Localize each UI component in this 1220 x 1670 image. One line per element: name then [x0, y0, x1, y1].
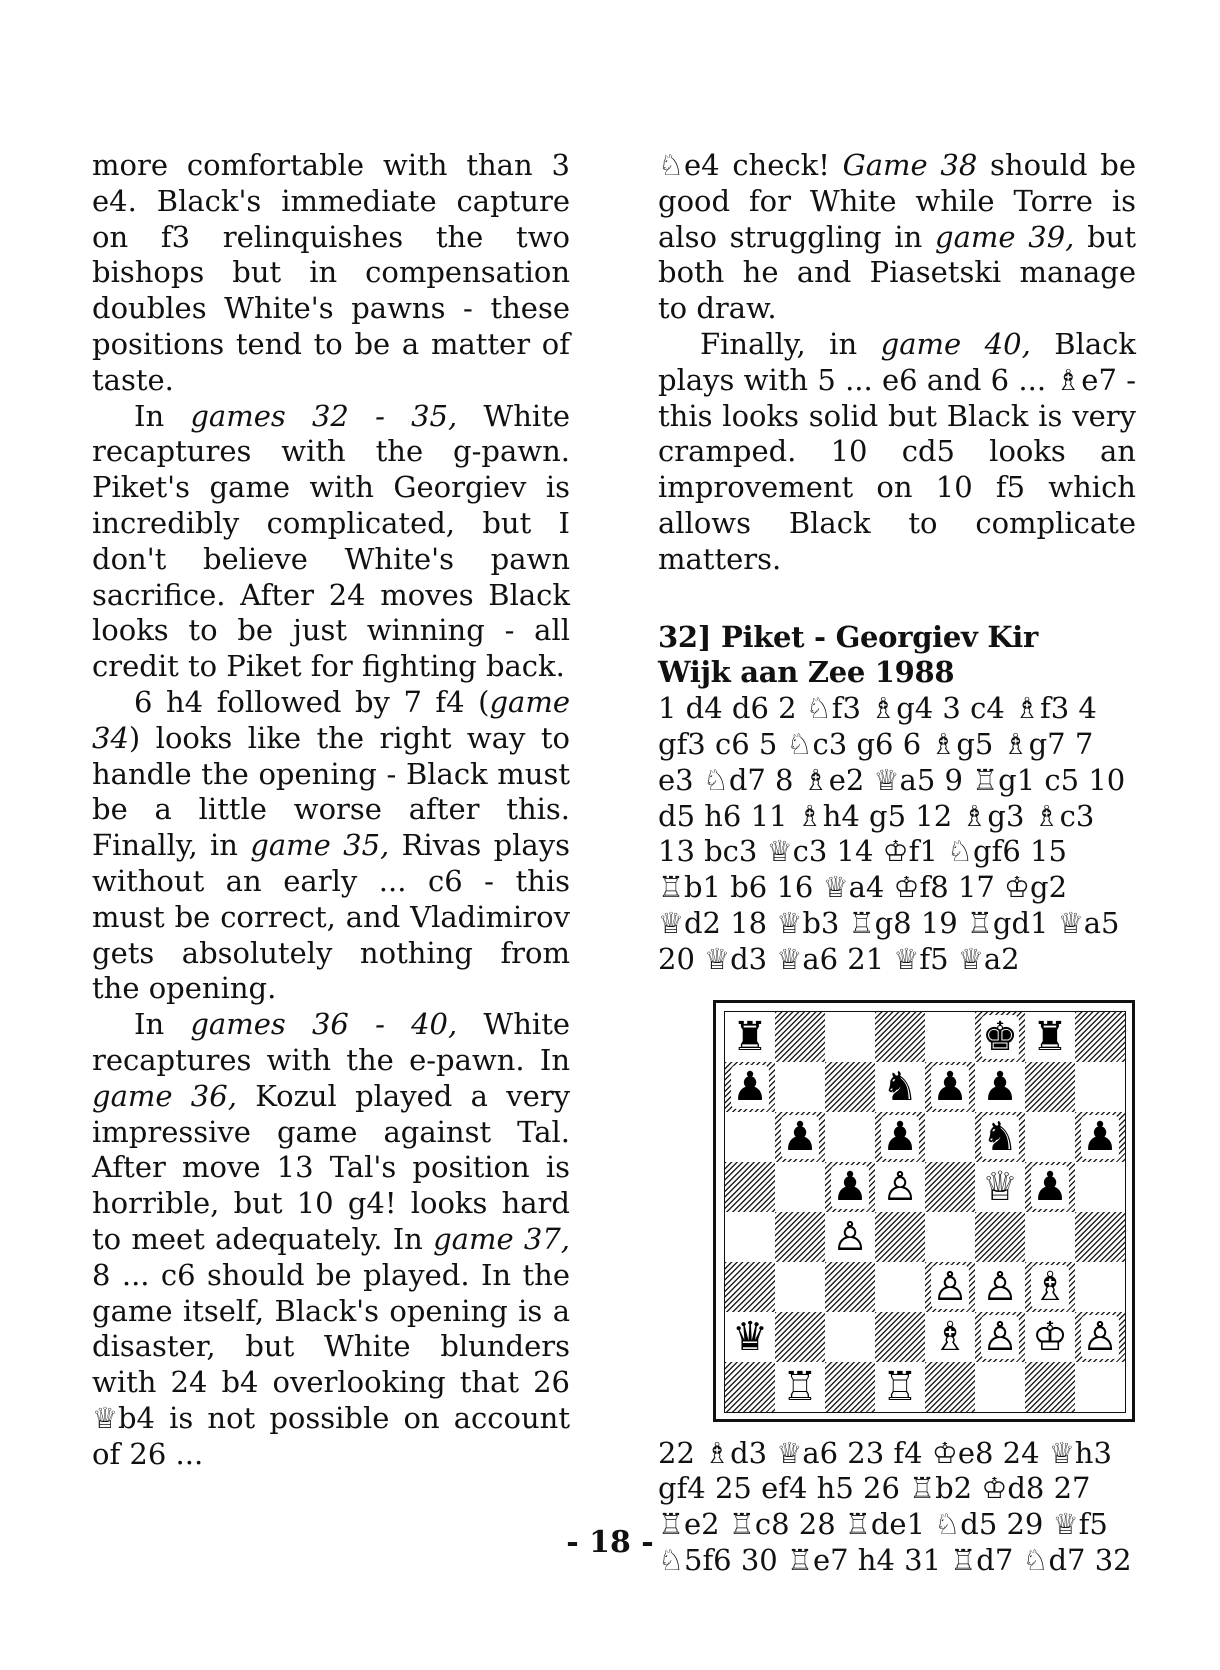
paragraph: In games 32 - 35, White recaptures with the g-pawn. Piket's game with Georgiev is incredibly complicated, but I don't believe White's pawn sacrifice. After 24 moves Black looks to be just winning - all credit to Piket for fighting back.: [92, 398, 571, 684]
chess-piece-e7: ♟: [932, 1063, 968, 1110]
chess-piece-f2: ♙: [982, 1313, 1018, 1360]
chess-piece-b1: ♖: [782, 1363, 818, 1410]
paragraph: 6 h4 followed by 7 f4 (game 34) looks like the right way to handle the opening - Black must be a little worse after this. Finally, in game 35, Rivas plays without an early ... c6 - this must be correct, and Vladimirov gets absolutely nothing from the opening.: [92, 684, 570, 1006]
board-square-e8: [925, 1012, 975, 1062]
paragraph: more comfortable with than 3 e4. Black's immediate capture on f3 relinquishes the two bishops but in compensation doubles White's pawns - these positions tend to be a matter of taste.: [92, 148, 570, 397]
chess-piece-f3: ♙: [982, 1263, 1018, 1310]
chess-piece-d5: ♙: [882, 1163, 918, 1210]
chess-piece-f5: ♕: [982, 1163, 1018, 1210]
paragraph: Finally, in game 40, Black plays with 5 ... e6 and 6 ... ♗e7 - this looks solid but Black is very cramped. 10 cd5 looks an improvement on 10 f5 which allows Black to complicate matters.: [658, 326, 1136, 576]
board-square-a6: [725, 1112, 775, 1162]
board-square-h1: [1075, 1362, 1125, 1412]
chess-piece-d1: ♖: [882, 1363, 918, 1410]
chess-piece-g8: ♜: [1032, 1013, 1068, 1060]
chess-piece-b6: ♟: [782, 1113, 818, 1160]
chess-piece-e2: ♗: [932, 1313, 968, 1360]
board-square-e4: [925, 1212, 975, 1262]
board-square-a3: [725, 1262, 775, 1312]
board-square-a1: [725, 1362, 775, 1412]
board-square-c1: [825, 1362, 875, 1412]
board-square-a4: [725, 1212, 775, 1262]
board-square-e1: [925, 1362, 975, 1412]
chess-piece-g3: ♗: [1032, 1263, 1068, 1310]
board-square-g4: [1025, 1212, 1075, 1262]
chess-piece-e3: ♙: [932, 1263, 968, 1310]
chess-piece-c5: ♟: [832, 1163, 868, 1210]
board-square-c7: [825, 1062, 875, 1112]
board-square-a5: [725, 1162, 775, 1212]
chess-piece-h6: ♟: [1082, 1113, 1118, 1160]
board-square-b4: [775, 1212, 825, 1262]
board-square-h4: [1075, 1212, 1125, 1262]
board-square-e6: [925, 1112, 975, 1162]
board-square-c8: [825, 1012, 875, 1062]
board-square-b3: [775, 1262, 825, 1312]
chess-piece-f8: ♚: [982, 1013, 1018, 1060]
board-square-h5: [1075, 1162, 1125, 1212]
game-moves-continued: 22 ♗d3 ♕a6 23 f4 ♔e8 24 ♕h3 gf4 25 ef4 h5 26 ♖b2 ♔d8 27 ♖e2 ♖c8 28 ♖de1 ♘d5 29 ♕f5 ♘5f6 30 ♖e7 h4 31 ♖d7 ♘d7 32: [658, 1435, 1132, 1577]
board-square-h7: [1075, 1062, 1125, 1112]
board-square-c2: [825, 1312, 875, 1362]
chess-piece-c4: ♙: [832, 1213, 868, 1260]
chess-piece-f7: ♟: [982, 1063, 1018, 1110]
game-event: Wijk aan Zee 1988: [658, 655, 955, 690]
chess-piece-f6: ♞: [982, 1113, 1018, 1160]
board-square-f1: [975, 1362, 1025, 1412]
chess-piece-a2: ♛: [732, 1313, 768, 1360]
board-square-c3: [825, 1262, 875, 1312]
board-square-b2: [775, 1312, 825, 1362]
board-square-c6: [825, 1112, 875, 1162]
board-square-f4: [975, 1212, 1025, 1262]
board-square-h3: [1075, 1262, 1125, 1312]
paragraph: ♘e4 check! Game 38 should be good for White while Torre is also struggling in game 39, but both he and Piasetski manage to draw.: [658, 148, 1136, 326]
board-square-d2: [875, 1312, 925, 1362]
paragraph: In games 36 - 40, White recaptures with the e-pawn. In game 36, Kozul played a very impressive game against Tal. After move 13 Tal's position is horrible, but 10 g4! looks hard to meet adequately. In game 37, 8 ... c6 should be played. In the game itself, Black's opening is a disaster, but White blunders with 24 b4 overlooking that 26 ♕b4 is not possible on account of 26 ...: [92, 1007, 571, 1471]
chess-piece-h2: ♙: [1082, 1313, 1118, 1360]
chess-piece-g5: ♟: [1032, 1163, 1068, 1210]
board-square-d8: [875, 1012, 925, 1062]
board-square-b8: [775, 1012, 825, 1062]
chess-diagram: [713, 1000, 1135, 1422]
board-square-h8: [1075, 1012, 1125, 1062]
chess-piece-a7: ♟: [732, 1063, 768, 1110]
board-square-g1: [1025, 1362, 1075, 1412]
board-square-d4: [875, 1212, 925, 1262]
chess-piece-d6: ♟: [882, 1113, 918, 1160]
page-number: - 18 -: [566, 1525, 654, 1560]
board-square-g7: [1025, 1062, 1075, 1112]
chess-piece-d7: ♞: [882, 1063, 918, 1110]
game-moves: 1 d4 d6 2 ♘f3 ♗g4 3 c4 ♗f3 4 gf3 c6 5 ♘c3 g6 6 ♗g5 ♗g7 7 e3 ♘d7 8 ♗e2 ♕a5 9 ♖g1 c5 10 d5 h6 11 ♗h4 g5 12 ♗g3 ♗c3 13 bc3 ♕c3 14 ♔f1 ♘gf6 15 ♖b1 b6 16 ♕a4 ♔f8 17 ♔g2 ♕d2 18 ♕b3 ♖g8 19 ♖gd1 ♕a5 20 ♕d3 ♕a6 21 ♕f5 ♕a2: [658, 691, 1126, 976]
right-column: [658, 148, 1136, 1579]
chess-board: [724, 1011, 1126, 1413]
board-square-d3: [875, 1262, 925, 1312]
board-square-b7: [775, 1062, 825, 1112]
left-column: [92, 148, 570, 1472]
chess-piece-a8: ♜: [732, 1013, 768, 1060]
board-square-g6: [1025, 1112, 1075, 1162]
chess-piece-g2: ♔: [1032, 1313, 1068, 1360]
board-square-b5: [775, 1162, 825, 1212]
board-square-e5: [925, 1162, 975, 1212]
game-heading: 32] Piket - Georgiev Kir: [658, 619, 1038, 654]
